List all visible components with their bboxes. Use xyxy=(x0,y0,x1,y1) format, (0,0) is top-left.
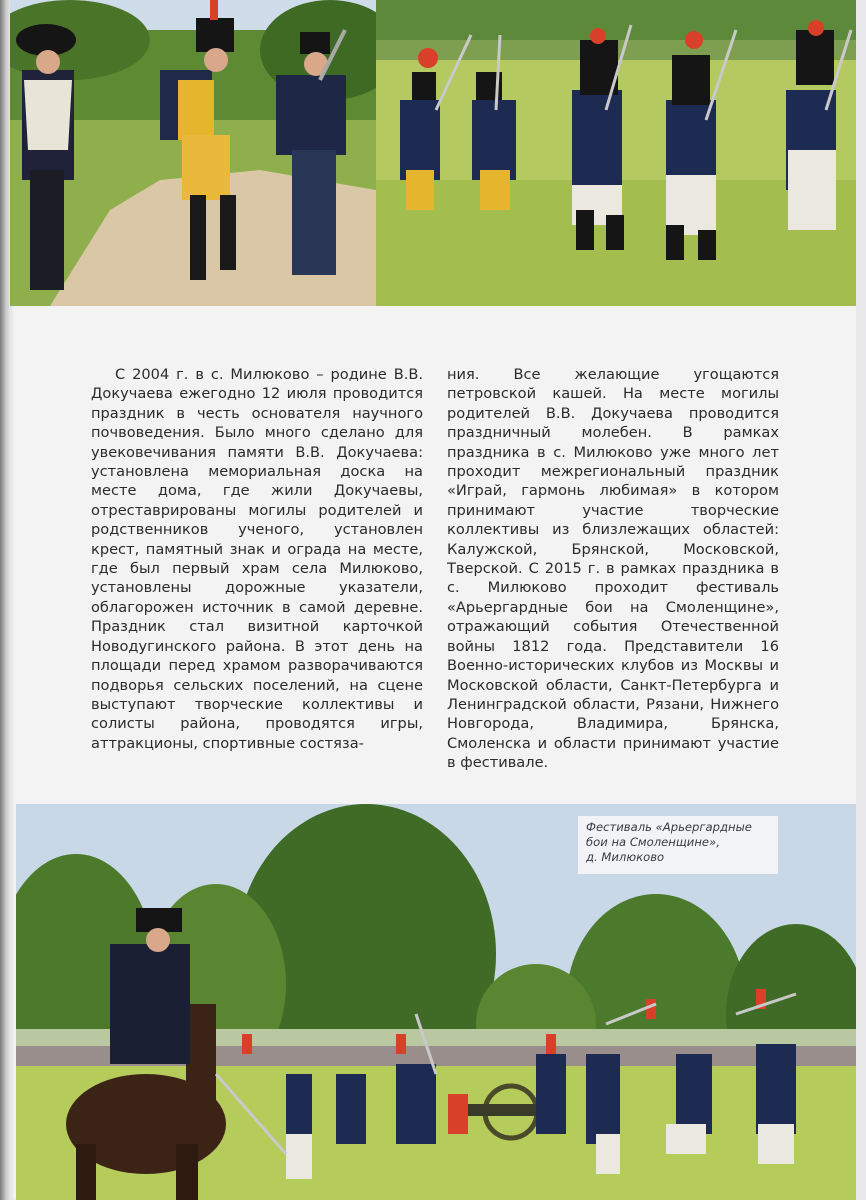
article-paragraph: С 2004 г. в с. Милюково – родине В.В. Докучаева ежегодно 12 июля проводится праздник в честь основателя научного почвоведения. Было много сделано для увековечивания памяти В.В. Докучаева: установлена мемориальная доска на месте дома, где жили Докучаевы, отреставрированы могилы родителей и родственников ученого, установлен крест, памятный знак и ограда на месте, где был первый храм села Милюково, установлены дорожные указатели, облагорожен источник в самой деревне. Праздник стал визитной карточкой Новодугинского района. В этот день на площади перед храмом разворачиваются подворья сельских поселений, на сцене выступают творческие коллективы и солисты района, проводятся игры, аттракционы, спортивные состяза- xyxy=(91,366,423,752)
article-paragraph: ния. Все желающие угощаются петровской кашей. На месте могилы родителей В.В. Докучаева проводится праздничный молебен. В рамках праздника в с. Милюково уже много лет проходит межрегиональный праздник «Играй, гармонь любимая» в котором принимают участие творческие коллективы из близлежащих областей: Калужской, Брянской, Московской, Тверской. С 2015 г. в рамках праздника в с. Милюково проходит фестиваль «Арьергардные бои на Смоленщине», отражающий события Отечественной войны 1812 года. Представители 16 Военно-исторических клубов из Москвы и Московской области, Санкт-Петербурга и Ленинградской области, Рязани, Нижнего Новгорода, Владимира, Брянска, Смоленска и области принимают участие в фестивале. xyxy=(447,366,779,772)
photo-caption xyxy=(578,816,778,874)
article-column-right xyxy=(447,365,779,772)
article-column-left xyxy=(91,365,423,765)
article-text xyxy=(91,365,779,772)
photo-soldiers-marching xyxy=(376,0,856,306)
caption-line: бои на Смоленщине», xyxy=(586,835,720,849)
caption-line: Фестиваль «Арьергардные xyxy=(586,820,752,834)
page xyxy=(10,0,856,1200)
photo-reenactors-walking xyxy=(10,0,376,306)
book-spine-shadow xyxy=(0,0,10,1200)
caption-line: д. Милюково xyxy=(586,850,665,864)
